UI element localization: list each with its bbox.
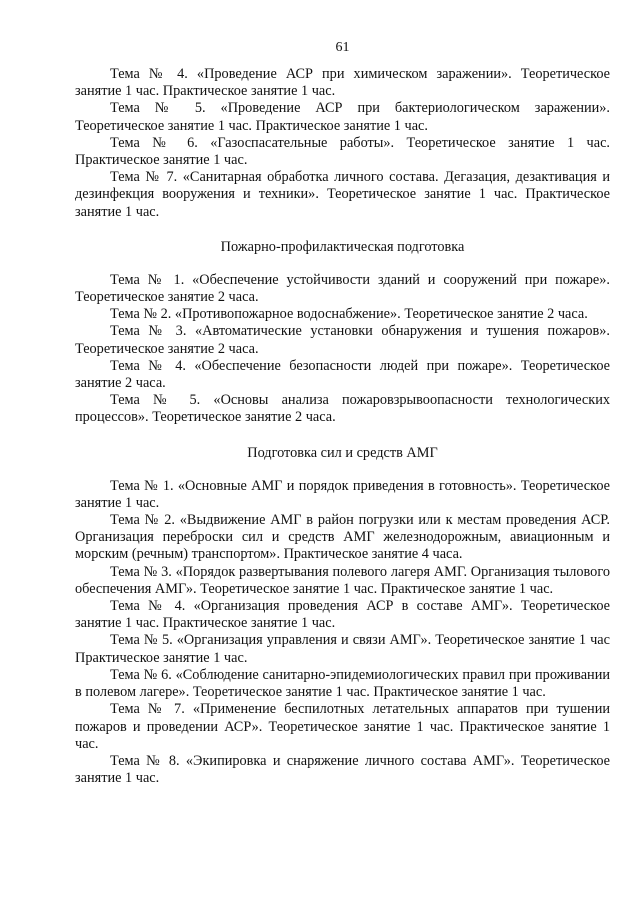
paragraph: Тема № 7. «Применение беспилотных летательных аппаратов при тушении пожаров и проведении АСР». Теоретическое занятие 1 час. Практическое занятие 1 час. <box>75 701 610 752</box>
paragraph: Тема № 7. «Санитарная обработка личного состава. Дегазация, дезактивация и дезинфекция вооружения и техники». Теоретическое занятие 1 час. Практическое занятие 1 час. <box>75 169 610 220</box>
paragraph: Тема № 2. «Противопожарное водоснабжение». Теоретическое занятие 2 часа. <box>110 306 588 323</box>
paragraph: Тема № 5. «Проведение АСР при бактериологическом заражении». Теоретическое занятие 1 час. Практическое занятие 1 час. <box>75 100 610 134</box>
paragraph: Тема № 3. «Порядок развертывания полевого лагеря АМГ. Организация тылового обеспечения АМГ». Теоретическое занятие 1 час. Практическое занятие 1 час. <box>75 563 610 597</box>
paragraph: Тема № 1. «Основные АМГ и порядок приведения в готовность». Теоретическое занятие 1 час. <box>75 477 610 511</box>
paragraph: Тема № 8. «Экипировка и снаряжение личного состава АМГ». Теоретическое занятие 1 час. <box>75 752 610 787</box>
section-heading: Подготовка сил и средств АМГ <box>247 444 438 461</box>
paragraph: Тема № 6. «Соблюдение санитарно-эпидемиологических правил при проживании в полевом лагере». Теоретическое занятие 1 час. Практическое занятие 1 час. <box>75 666 610 701</box>
paragraph: Тема № 5. «Основы анализа пожаровзрывоопасности технологических процессов». Теоретическое занятие 2 часа. <box>75 392 610 426</box>
document-page <box>75 40 610 787</box>
section-heading: Пожарно-профилактическая подготовка <box>220 238 465 255</box>
paragraph: Тема № 4. «Организация проведения АСР в составе АМГ». Теоретическое занятие 1 час. Практическое занятие 1 час. <box>75 598 610 632</box>
document-body <box>75 66 610 787</box>
paragraph: Тема № 1. «Обеспечение устойчивости зданий и сооружений при пожаре». Теоретическое занятие 2 часа. <box>75 271 610 306</box>
paragraph: Тема № 5. «Организация управления и связи АМГ». Теоретическое занятие 1 час Практическое занятие 1 час. <box>75 632 610 666</box>
paragraph: Тема № 2. «Выдвижение АМГ в район погрузки или к местам проведения АСР. Организация переброски сил и средств АМГ железнодорожным, авиационным и морским (речным) транспортом». Практическое занятие 4 часа. <box>75 512 610 563</box>
paragraph: Тема № 4. «Обеспечение безопасности людей при пожаре». Теоретическое занятие 2 часа. <box>75 357 610 392</box>
page-number: 61 <box>335 40 350 55</box>
paragraph: Тема № 6. «Газоспасательные работы». Теоретическое занятие 1 час. Практическое занятие 1 час. <box>75 134 610 169</box>
paragraph: Тема № 4. «Проведение АСР при химическом заражении». Теоретическое занятие 1 час. Практическое занятие 1 час. <box>75 66 610 100</box>
paragraph: Тема № 3. «Автоматические установки обнаружения и тушения пожаров». Теоретическое занятие 2 часа. <box>75 323 610 357</box>
